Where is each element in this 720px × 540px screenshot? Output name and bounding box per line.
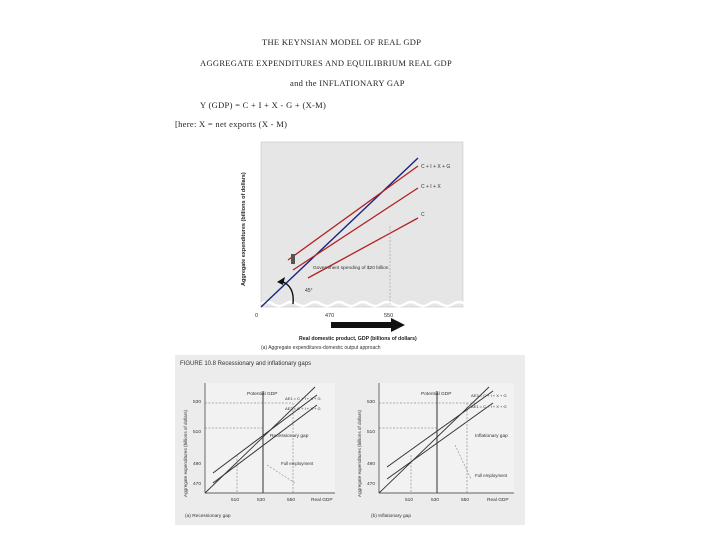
- right-xtick-550: 550: [461, 498, 470, 503]
- top-label-c: C: [421, 212, 425, 218]
- left-xtick-530: 530: [257, 498, 266, 503]
- left-ylabel: Aggregate expenditures (billions of dollars): [183, 409, 188, 497]
- left-xlabel: Real GDP: [311, 498, 333, 503]
- top-figure: [233, 136, 468, 351]
- left-panel: [183, 383, 335, 519]
- top-gov-spending-bar: [291, 254, 295, 264]
- left-caption: (a) Recessionary gap: [185, 514, 231, 519]
- heading-line-4: Y (GDP) = C + I + X - G + (X-M): [200, 100, 327, 110]
- top-arrow-head: [391, 318, 405, 332]
- heading-line-3: and the INFLATIONARY GAP: [290, 78, 405, 88]
- right-caption: (b) Inflationary gap: [371, 514, 411, 519]
- right-ytick-530: 530: [367, 400, 376, 405]
- bottom-figure-panel: [175, 355, 525, 525]
- top-label-cix: C + I + X: [421, 184, 441, 190]
- heading-line-1: THE KEYNSIAN MODEL OF REAL GDP: [262, 37, 422, 47]
- heading-line-2: AGGREGATE EXPENDITURES AND EQUILIBRIUM REAL GDP: [200, 58, 453, 68]
- left-ytick-510: 510: [193, 430, 202, 435]
- top-ylabel: Aggregate expenditures (billions of dollars): [241, 172, 247, 286]
- left-xtick-510: 510: [231, 498, 240, 503]
- left-full-employment-label: Full employment: [281, 461, 314, 466]
- right-xlabel: Real GDP: [487, 498, 509, 503]
- left-ytick-530: 530: [193, 400, 202, 405]
- right-ytick-490: 490: [367, 462, 376, 467]
- top-xtick-470: 470: [325, 313, 335, 319]
- left-ytick-470: 470: [193, 482, 202, 487]
- left-gap-label: Recessionary gap: [270, 434, 309, 439]
- top-xtick-550: 550: [384, 313, 394, 319]
- right-ytick-470: 470: [367, 482, 376, 487]
- right-xtick-530: 530: [431, 498, 440, 503]
- top-arrow-shaft: [331, 322, 393, 328]
- top-xlabel: Real domestic product, GDP (billions of dollars): [299, 336, 417, 342]
- right-gap-label: Inflationary gap: [475, 434, 508, 439]
- top-origin-label: 0: [255, 313, 259, 319]
- left-ae1-label: AE1 = C + I + X + G: [285, 396, 321, 401]
- bottom-figure-title: FIGURE 10.8 Recessionary and inflationary gaps: [180, 361, 312, 367]
- right-ytick-510: 510: [367, 430, 376, 435]
- left-potential-label: Potential GDP: [247, 392, 278, 397]
- bottom-figure: [175, 355, 525, 525]
- top-caption: (a) Aggregate expenditures-domestic output approach: [261, 345, 381, 351]
- right-full-employment-label: Full employment: [475, 473, 508, 478]
- left-xtick-550: 550: [287, 498, 296, 503]
- top-label-cixg: C + I + X + G: [421, 164, 451, 170]
- top-angle-label: 45°: [305, 288, 313, 294]
- right-potential-label: Potential GDP: [421, 392, 452, 397]
- top-annotation: Government spending of $20 billion: [313, 266, 389, 271]
- left-ytick-490: 490: [193, 462, 202, 467]
- heading-line-5: [here: X = net exports (X - M): [175, 119, 288, 129]
- right-ae1-label: AE1 = C + I + X + G: [471, 404, 507, 409]
- right-ylabel: Aggregate expenditures (billions of dollars): [357, 409, 362, 497]
- left-ae2-label: AE2 = C + I + X + G: [285, 406, 321, 411]
- right-ae3-label: AE3 = C + I + X + G: [471, 393, 507, 398]
- right-xtick-510: 510: [405, 498, 414, 503]
- right-panel: [357, 383, 514, 519]
